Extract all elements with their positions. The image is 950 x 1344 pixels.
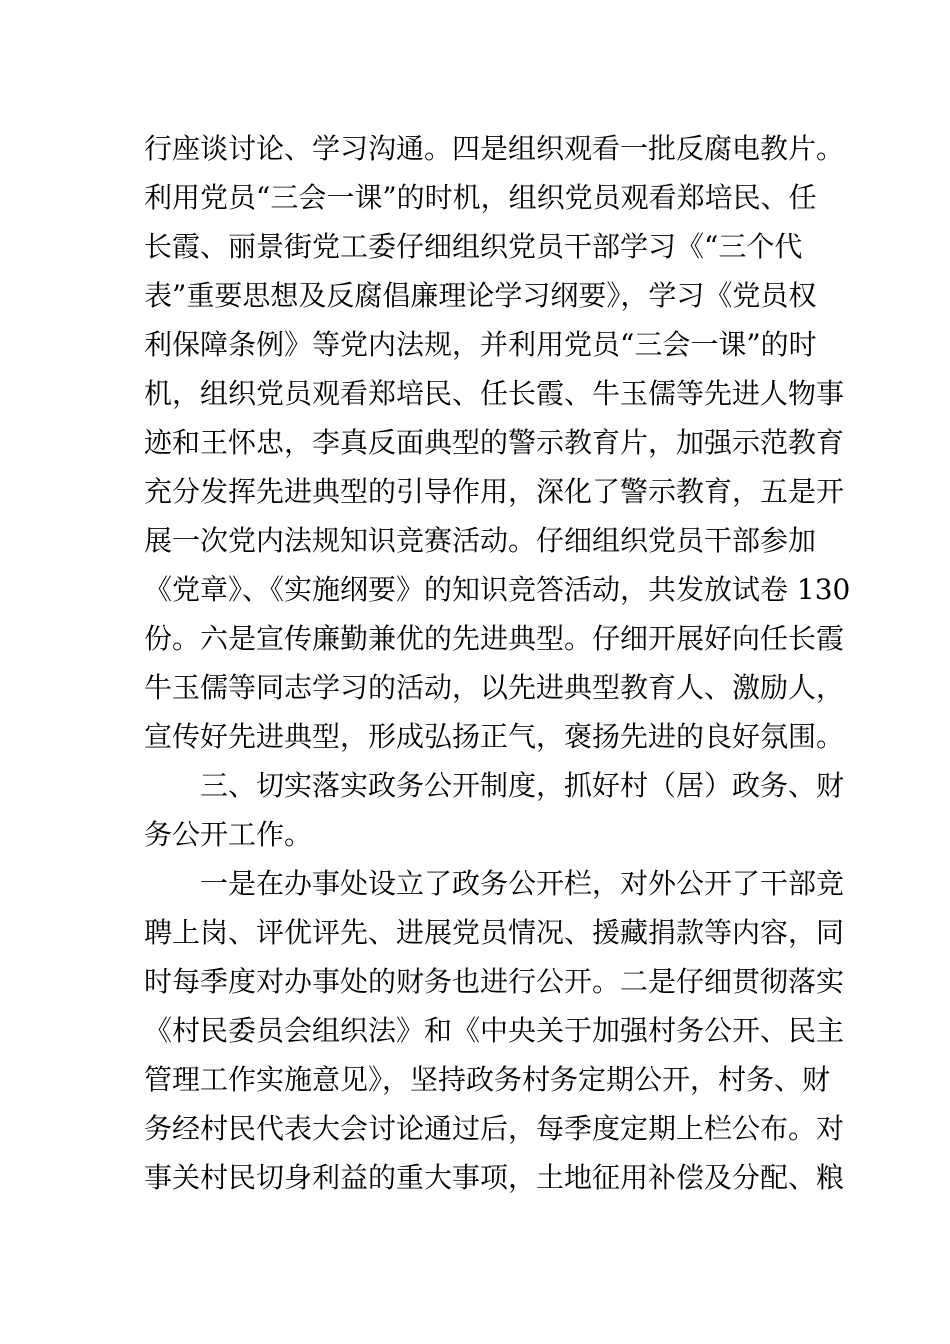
text-line: 行座谈讨论、学习沟通。四是组织观看一批反腐电教片。 [144,132,845,165]
text-line: 聘上岗、评优评先、进展党员情况、援藏捐款等内容，同 [144,916,845,949]
text-line: 表”重要思想及反腐倡廉理论学习纲要》，学习《党员权 [144,279,817,312]
text-line: 时每季度对办事处的财务也进行公开。二是仔细贯彻落实 [144,965,845,998]
text-line: 《党章》、《实施纲要》的知识竞答活动，共发放试卷 130 [144,573,851,606]
text-line: 份。六是宣传廉勤兼优的先进典型。仔细开展好向任长霞 [144,622,845,655]
text-line: 利用党员“三会一课”的时机，组织党员观看郑培民、任 [144,181,817,214]
section-heading: 三、切实落实政务公开制度，抓好村（居）政务、财 [200,769,845,802]
text-line: 利保障条例》等党内法规，并利用党员“三会一课”的时 [144,328,817,361]
text-line: 机，组织党员观看郑培民、任长霞、牛玉儒等先进人物事 [144,377,845,410]
text-line: 务公开工作。 [144,818,313,851]
text-line: 《村民委员会组织法》和《中央关于加强村务公开、民主 [144,1014,845,1047]
text-line: 迹和王怀忠，李真反面典型的警示教育片，加强示范教育 [144,426,845,459]
text-line: 事关村民切身利益的重大事项，土地征用补偿及分配、粮 [144,1161,845,1194]
text-line: 牛玉儒等同志学习的活动，以先进典型教育人、激励人， [144,671,845,704]
text-line: 展一次党内法规知识竞赛活动。仔细组织党员干部参加 [144,524,817,557]
text-line: 充分发挥先进典型的引导作用，深化了警示教育，五是开 [144,475,845,508]
text-line: 宣传好先进典型，形成弘扬正气，褒扬先进的良好氛围。 [144,720,845,753]
text-line: 管理工作实施意见》，坚持政务村务定期公开，村务、财 [144,1063,831,1096]
text-line: 长霞、丽景街党工委仔细组织党员干部学习《“三个代 [144,230,803,263]
paragraph-start-line: 一是在办事处设立了政务公开栏，对外公开了干部竞 [200,867,845,900]
text-line: 务经村民代表大会讨论通过后，每季度定期上栏公布。对 [144,1112,845,1145]
